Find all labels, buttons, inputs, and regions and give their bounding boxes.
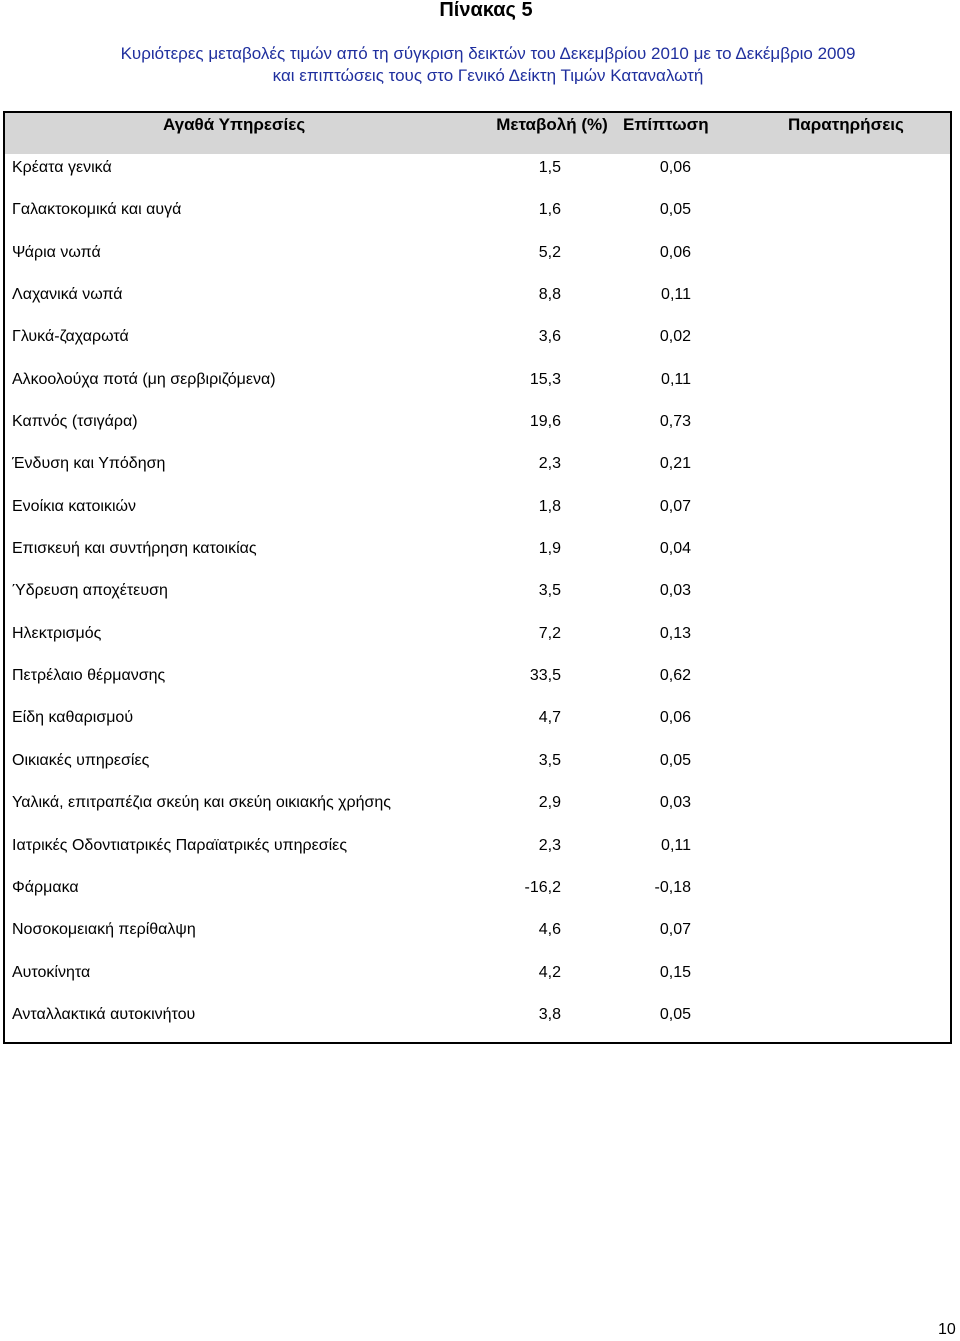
row-change: 4,6 xyxy=(538,921,561,939)
row-impact: 0,11 xyxy=(661,286,691,304)
row-change: 1,9 xyxy=(538,540,561,558)
row-impact: 0,07 xyxy=(659,497,691,515)
row-impact: 0,02 xyxy=(659,328,691,346)
row-name: Λαχανικά νωπά xyxy=(12,286,123,304)
row-name: Κρέατα γενικά xyxy=(12,159,112,176)
row-impact: 0,15 xyxy=(659,963,691,981)
row-impact: 0,05 xyxy=(659,201,691,219)
page-title: Πίνακας 5 xyxy=(439,0,533,21)
table-row xyxy=(5,833,950,875)
table-row xyxy=(5,155,950,197)
row-change: 15,3 xyxy=(529,370,561,388)
row-change: 3,6 xyxy=(538,328,561,346)
row-change: 8,8 xyxy=(538,286,561,304)
row-impact: 0,03 xyxy=(659,794,691,812)
row-name: Γαλακτοκομικά και αυγά xyxy=(12,201,182,219)
row-impact: 0,62 xyxy=(659,667,691,685)
page-number: 10 xyxy=(938,1321,956,1338)
row-impact: 0,11 xyxy=(661,836,691,854)
row-name: Υαλικά, επιτραπέζια σκεύη και σκεύη οικιακής χρήσης xyxy=(12,794,392,812)
row-impact: 0,06 xyxy=(659,159,691,176)
row-name: Ένδυση και Υπόδηση xyxy=(12,455,166,473)
table-row xyxy=(5,240,950,282)
row-change: 1,6 xyxy=(538,201,561,219)
row-change: 1,5 xyxy=(538,159,561,176)
table-caption xyxy=(0,43,960,87)
row-name: Είδη καθαρισμού xyxy=(12,709,134,727)
row-name: Καπνός (τσιγάρα) xyxy=(12,413,138,431)
table-row xyxy=(5,790,950,832)
row-impact: 0,03 xyxy=(659,582,691,600)
row-change: 2,3 xyxy=(538,836,561,854)
row-name: Οικιακές υπηρεσίες xyxy=(12,751,150,769)
caption-line-2: και επιπτώσεις τους στο Γενικό Δείκτη Τιμών Καταναλωτή xyxy=(272,66,704,85)
header-change: Μεταβολή (%) xyxy=(496,115,608,134)
row-name: Επισκευή και συντήρηση κατοικίας xyxy=(12,540,257,558)
row-name: Γλυκά-ζαχαρωτά xyxy=(12,328,129,346)
table-row xyxy=(5,705,950,747)
header-notes: Παρατηρήσεις xyxy=(788,115,904,134)
table-row xyxy=(5,409,950,451)
price-changes-table xyxy=(3,111,952,1044)
header-goods-services: Αγαθά Υπηρεσίες xyxy=(163,115,306,134)
table-row xyxy=(5,917,950,959)
caption-line-1: Κυριότερες μεταβολές τιμών από τη σύγκριση δεικτών του Δεκεμβρίου 2010 με το Δεκέμβριο 2009 xyxy=(120,44,856,63)
table-row xyxy=(5,578,950,620)
row-impact: 0,73 xyxy=(659,413,691,431)
row-impact: 0,05 xyxy=(659,751,691,769)
row-change: 3,8 xyxy=(538,1005,561,1023)
row-change: 33,5 xyxy=(529,667,561,685)
row-change: 3,5 xyxy=(538,582,561,600)
row-impact: 0,04 xyxy=(659,540,691,558)
row-name: Αλκοολούχα ποτά (μη σερβιριζόμενα) xyxy=(12,370,276,388)
header-impact: Επίπτωση xyxy=(623,115,709,134)
row-change: 2,3 xyxy=(538,455,561,473)
table-header xyxy=(5,113,950,156)
table-row xyxy=(5,875,950,917)
row-change: 4,7 xyxy=(538,709,561,727)
row-name: Ανταλλακτικά αυτοκινήτου xyxy=(12,1005,196,1023)
row-impact: 0,13 xyxy=(659,624,691,642)
table-row xyxy=(5,197,950,239)
table-row xyxy=(5,748,950,790)
row-change: -16,2 xyxy=(524,878,561,896)
table-row xyxy=(5,536,950,578)
row-change: 19,6 xyxy=(529,413,561,431)
row-name: Αυτοκίνητα xyxy=(12,963,91,981)
row-impact: 0,05 xyxy=(659,1005,691,1023)
row-change: 2,9 xyxy=(538,794,561,812)
table-row xyxy=(5,324,950,366)
row-impact: -0,18 xyxy=(654,878,691,896)
row-name: Φάρμακα xyxy=(12,878,79,896)
row-name: Ηλεκτρισμός xyxy=(12,624,102,642)
row-change: 3,5 xyxy=(538,751,561,769)
row-name: Ιατρικές Οδοντιατρικές Παραϊατρικές υπηρεσίες xyxy=(12,836,348,854)
row-name: Πετρέλαιο θέρμανσης xyxy=(12,667,166,685)
row-name: Ενοίκια κατοικιών xyxy=(12,497,137,515)
row-name: Νοσοκομειακή περίθαλψη xyxy=(12,921,196,939)
table-row xyxy=(5,367,950,409)
row-impact: 0,21 xyxy=(659,455,691,473)
table-row xyxy=(5,451,950,493)
table-row xyxy=(5,621,950,663)
table-row xyxy=(5,282,950,324)
table-body xyxy=(5,155,950,1044)
row-impact: 0,06 xyxy=(659,243,691,261)
row-impact: 0,07 xyxy=(659,921,691,939)
row-change: 4,2 xyxy=(538,963,561,981)
row-change: 7,2 xyxy=(538,624,561,642)
row-change: 1,8 xyxy=(538,497,561,515)
table-row xyxy=(5,494,950,536)
row-impact: 0,06 xyxy=(659,709,691,727)
table-row xyxy=(5,1002,950,1044)
table-row xyxy=(5,663,950,705)
row-impact: 0,11 xyxy=(661,370,691,388)
table-row xyxy=(5,960,950,1002)
row-name: Ψάρια νωπά xyxy=(12,243,101,261)
row-name: Ύδρευση αποχέτευση xyxy=(12,582,168,600)
row-change: 5,2 xyxy=(538,243,561,261)
